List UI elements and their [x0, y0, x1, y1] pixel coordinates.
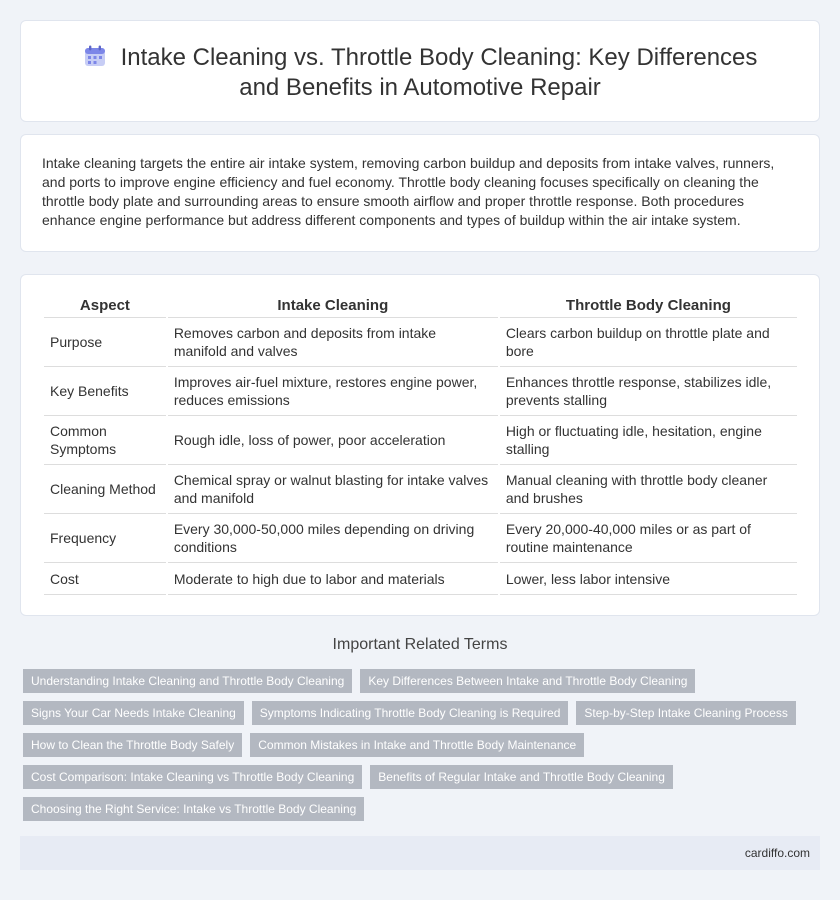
row-throttle: Every 20,000-40,000 miles or as part of routine maintenance: [500, 514, 797, 563]
row-aspect: Cost: [44, 563, 166, 595]
row-throttle: Lower, less labor intensive: [500, 563, 797, 595]
table-row: [44, 465, 797, 514]
related-term-link[interactable]: Choosing the Right Service: Intake vs Throttle Body Cleaning: [23, 797, 364, 821]
row-aspect: Purpose: [44, 318, 166, 367]
footer: [20, 836, 820, 870]
related-term-link[interactable]: Symptoms Indicating Throttle Body Cleaning is Required: [252, 701, 569, 725]
header: [61, 43, 779, 103]
intro-paragraph: Intake cleaning targets the entire air intake system, removing carbon buildup and deposits from intake valves, runners, and ports to improve engine efficiency and fuel economy. Throttle body cleaning focuses specifically on cleaning the throttle body plate and surrounding areas to ensure smooth airflow and proper throttle response. Both procedures enhance engine performance but address different components and types of buildup within the air intake system.: [42, 155, 775, 228]
related-term-link[interactable]: Key Differences Between Intake and Throttle Body Cleaning: [360, 669, 695, 693]
related-term-link[interactable]: How to Clean the Throttle Body Safely: [23, 733, 242, 757]
header-card: [20, 20, 820, 122]
row-throttle: Enhances throttle response, stabilizes idle, prevents stalling: [500, 367, 797, 416]
related-term-link[interactable]: Common Mistakes in Intake and Throttle Body Maintenance: [250, 733, 584, 757]
row-intake: Every 30,000-50,000 miles depending on driving conditions: [168, 514, 498, 563]
row-intake: Rough idle, loss of power, poor acceleration: [168, 416, 498, 465]
table-row: [44, 563, 797, 595]
header-throttle-body-cleaning: Throttle Body Cleaning: [500, 295, 797, 318]
related-terms-list: [23, 669, 803, 821]
header-intake-cleaning: Intake Cleaning: [168, 295, 498, 318]
row-intake: Removes carbon and deposits from intake manifold and valves: [168, 318, 498, 367]
table-row: [44, 514, 797, 563]
page-title: Intake Cleaning vs. Throttle Body Cleaning: Key Differences and Benefits in Automotive Repair: [120, 44, 758, 101]
table-row: [44, 416, 797, 465]
row-throttle: Clears carbon buildup on throttle plate and bore: [500, 318, 797, 367]
table-row: [44, 367, 797, 416]
row-aspect: Key Benefits: [44, 367, 166, 416]
comparison-card: [20, 274, 820, 616]
related-terms-heading: Important Related Terms: [332, 636, 508, 653]
row-throttle: Manual cleaning with throttle body cleaner and brushes: [500, 465, 797, 514]
header-aspect: Aspect: [44, 295, 166, 318]
table-header-row: [44, 295, 797, 318]
footer-site-link[interactable]: cardiffo.com: [744, 846, 810, 860]
calendar-icon: [83, 44, 107, 68]
row-aspect: Common Symptoms: [44, 416, 166, 465]
related-term-link[interactable]: Step-by-Step Intake Cleaning Process: [576, 701, 795, 725]
table-row: [44, 318, 797, 367]
row-intake: Chemical spray or walnut blasting for intake valves and manifold: [168, 465, 498, 514]
related-term-link[interactable]: Benefits of Regular Intake and Throttle Body Cleaning: [370, 765, 673, 789]
row-intake: Improves air-fuel mixture, restores engine power, reduces emissions: [168, 367, 498, 416]
related-term-link[interactable]: Cost Comparison: Intake Cleaning vs Throttle Body Cleaning: [23, 765, 362, 789]
row-intake: Moderate to high due to labor and materials: [168, 563, 498, 595]
intro-card: [20, 134, 820, 252]
row-aspect: Frequency: [44, 514, 166, 563]
row-aspect: Cleaning Method: [44, 465, 166, 514]
related-term-link[interactable]: Signs Your Car Needs Intake Cleaning: [23, 701, 244, 725]
comparison-table: [42, 295, 799, 595]
row-throttle: High or fluctuating idle, hesitation, engine stalling: [500, 416, 797, 465]
related-term-link[interactable]: Understanding Intake Cleaning and Throttle Body Cleaning: [23, 669, 352, 693]
